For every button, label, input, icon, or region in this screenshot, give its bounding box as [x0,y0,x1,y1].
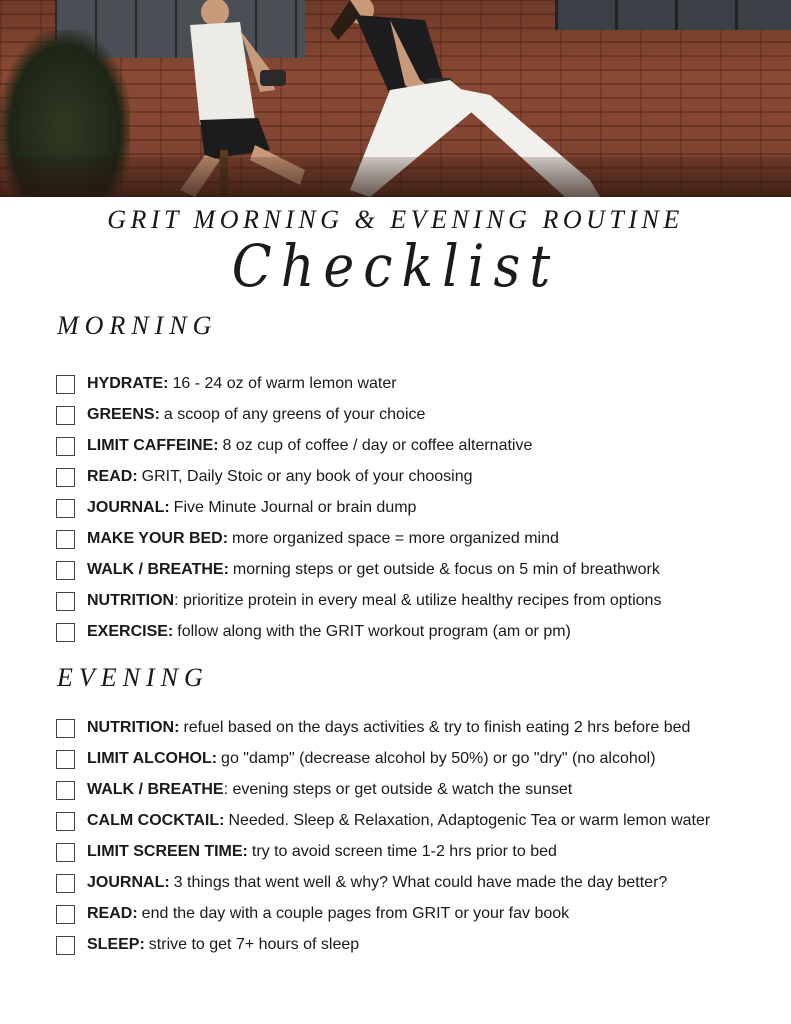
morning-checklist-item [56,558,660,582]
checkbox[interactable] [56,781,75,800]
item-text: GRIT, Daily Stoic or any book of your choosing [141,468,473,485]
item-text: : evening steps or get outside & watch the sunset [223,781,573,798]
checkbox[interactable] [56,936,75,955]
item-label: WALK / BREATHE: [87,561,229,578]
item-text: follow along with the GRIT workout program (am or pm) [177,623,571,640]
item-label: GREENS: [87,406,160,423]
morning-checklist-item [56,465,473,489]
checkbox[interactable] [56,843,75,862]
checkbox[interactable] [56,530,75,549]
item-text: refuel based on the days activities & try to finish eating 2 hrs before bed [183,719,691,736]
item-text: go "damp" (decrease alcohol by 50%) or go "dry" (no alcohol) [221,750,656,767]
checkbox[interactable] [56,623,75,642]
checkbox[interactable] [56,750,75,769]
checkbox[interactable] [56,719,75,738]
evening-checklist-item [56,933,359,957]
morning-heading: MORNING [57,311,218,340]
item-text: : prioritize protein in every meal & utilize healthy recipes from options [174,592,662,609]
morning-checklist-item [56,527,559,551]
evening-checklist-item [56,809,710,833]
checkbox[interactable] [56,905,75,924]
item-label: LIMIT CAFFEINE: [87,437,219,454]
morning-checklist-item [56,496,416,520]
item-label: WALK / BREATHE [87,781,224,798]
item-label: CALM COCKTAIL: [87,812,225,829]
page-subtitle: Checklist [231,232,560,300]
item-text: 16 - 24 oz of warm lemon water [172,375,397,392]
item-label: HYDRATE: [87,375,169,392]
checkbox[interactable] [56,437,75,456]
morning-checklist-item [56,372,397,396]
item-label: JOURNAL: [87,874,170,891]
item-text: Five Minute Journal or brain dump [173,499,417,516]
item-label: READ: [87,468,138,485]
checkbox[interactable] [56,406,75,425]
checkbox[interactable] [56,592,75,611]
checkbox[interactable] [56,375,75,394]
item-text: Needed. Sleep & Relaxation, Adaptogenic Tea or warm lemon water [228,812,711,829]
evening-checklist-item [56,747,656,771]
item-label: NUTRITION: [87,719,180,736]
checkbox[interactable] [56,812,75,831]
hero-photo [0,0,791,197]
item-text: end the day with a couple pages from GRIT or your fav book [141,905,570,922]
item-label: JOURNAL: [87,499,170,516]
checkbox[interactable] [56,561,75,580]
morning-checklist-item [56,620,571,644]
item-text: a scoop of any greens of your choice [163,406,426,423]
item-label: MAKE YOUR BED: [87,530,229,547]
item-text: 3 things that went well & why? What could have made the day better? [173,874,668,891]
item-label: NUTRITION [87,592,175,609]
checkbox[interactable] [56,499,75,518]
item-label: LIMIT SCREEN TIME: [87,843,248,860]
item-text: strive to get 7+ hours of sleep [148,936,360,953]
item-label: LIMIT ALCOHOL: [87,750,218,767]
evening-checklist-item [56,778,572,802]
item-text: morning steps or get outside & focus on 5 min of breathwork [232,561,660,578]
evening-checklist-item [56,840,557,864]
morning-checklist-item [56,434,532,458]
item-text: more organized space = more organized mind [232,530,559,547]
item-label: READ: [87,905,138,922]
morning-checklist-item [56,589,661,613]
page-title: GRIT MORNING & EVENING ROUTINE [107,205,684,234]
checkbox[interactable] [56,468,75,487]
item-label: EXERCISE: [87,623,174,640]
morning-checklist-item [56,403,425,427]
item-text: 8 oz cup of coffee / day or coffee alternative [222,437,533,454]
evening-checklist-item [56,902,569,926]
evening-heading: EVENING [57,663,209,692]
item-text: try to avoid screen time 1-2 hrs prior to bed [251,843,557,860]
evening-checklist-item [56,871,667,895]
checkbox[interactable] [56,874,75,893]
floor [0,157,791,197]
item-label: SLEEP: [87,936,145,953]
evening-checklist-item [56,716,690,740]
